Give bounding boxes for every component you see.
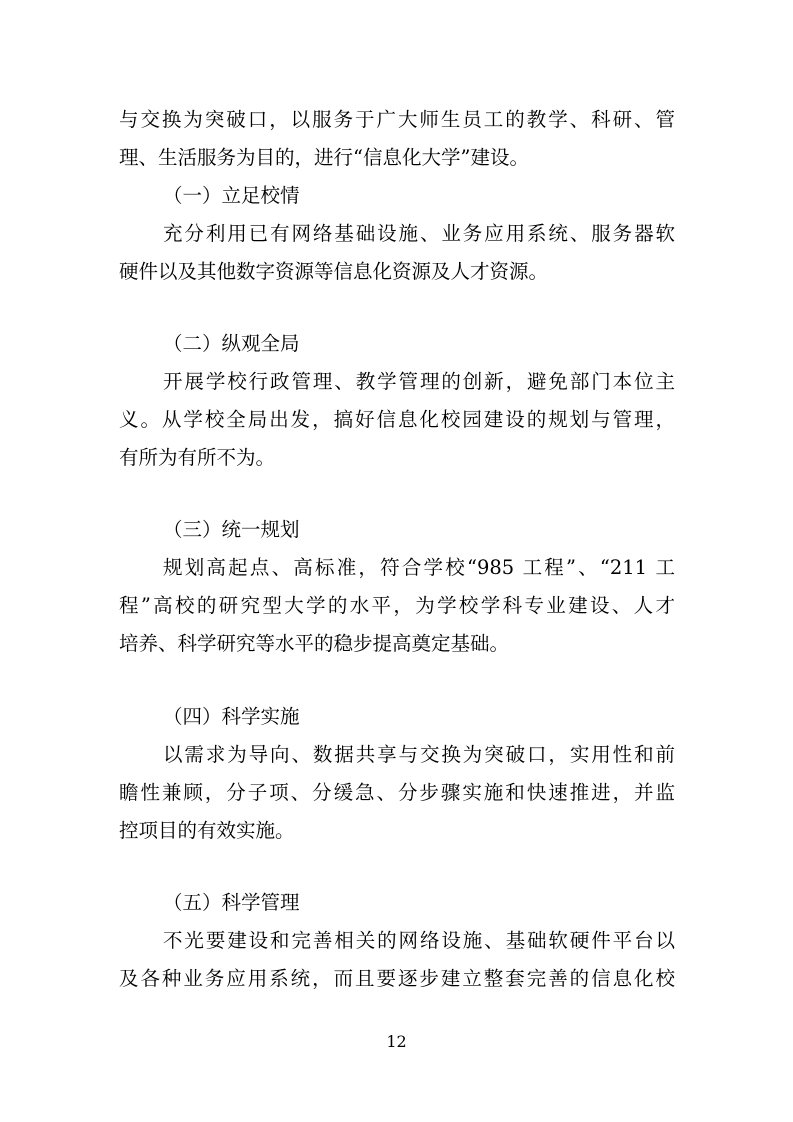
intro-line-1: 与交换为突破口，以服务于广大师生员工的教学、科研、管 bbox=[119, 108, 675, 131]
intro-line-2: 理、生活服务为目的，进行“信息化大学”建设。 bbox=[119, 146, 529, 169]
section-heading-1: （一）立足校情 bbox=[163, 184, 300, 207]
section-heading-5: （五）科学管理 bbox=[163, 891, 300, 914]
section-3-line-3: 培养、科学研究等水平的稳步提高奠定基础。 bbox=[119, 632, 510, 655]
section-4-line-1: 以需求为导向、数据共享与交换为突破口，实用性和前 bbox=[163, 743, 675, 766]
section-2-line-1: 开展学校行政管理、教学管理的创新，避免部门本位主 bbox=[163, 370, 675, 393]
section-3-line-2: 程”高校的研究型大学的水平，为学校学科专业建设、人才 bbox=[119, 594, 675, 617]
section-1-line-1: 充分利用已有网络基础设施、业务应用系统、服务器软 bbox=[163, 222, 675, 245]
section-4-line-2: 瞻性兼顾，分子项、分缓急、分步骤实施和快速推进，并监 bbox=[119, 781, 675, 804]
page-number: 12 bbox=[386, 1032, 407, 1051]
section-3-line-1: 规划高起点、高标准，符合学校“985 工程”、“211 工 bbox=[163, 556, 675, 579]
section-2-line-3: 有所为有所不为。 bbox=[119, 446, 276, 469]
section-5-line-2: 及各种业务应用系统，而且要逐步建立整套完善的信息化校 bbox=[119, 967, 675, 990]
section-heading-3: （三）统一规划 bbox=[163, 518, 300, 541]
section-4-line-3: 控项目的有效实施。 bbox=[119, 819, 295, 842]
section-heading-4: （四）科学实施 bbox=[163, 705, 300, 728]
section-1-line-2: 硬件以及其他数字资源等信息化资源及人才资源。 bbox=[119, 260, 549, 283]
section-5-line-1: 不光要建设和完善相关的网络设施、基础软硬件平台以 bbox=[163, 929, 675, 952]
section-heading-2: （二）纵观全局 bbox=[163, 332, 300, 355]
section-2-line-2: 义。从学校全局出发，搞好信息化校园建设的规划与管理， bbox=[119, 408, 675, 431]
